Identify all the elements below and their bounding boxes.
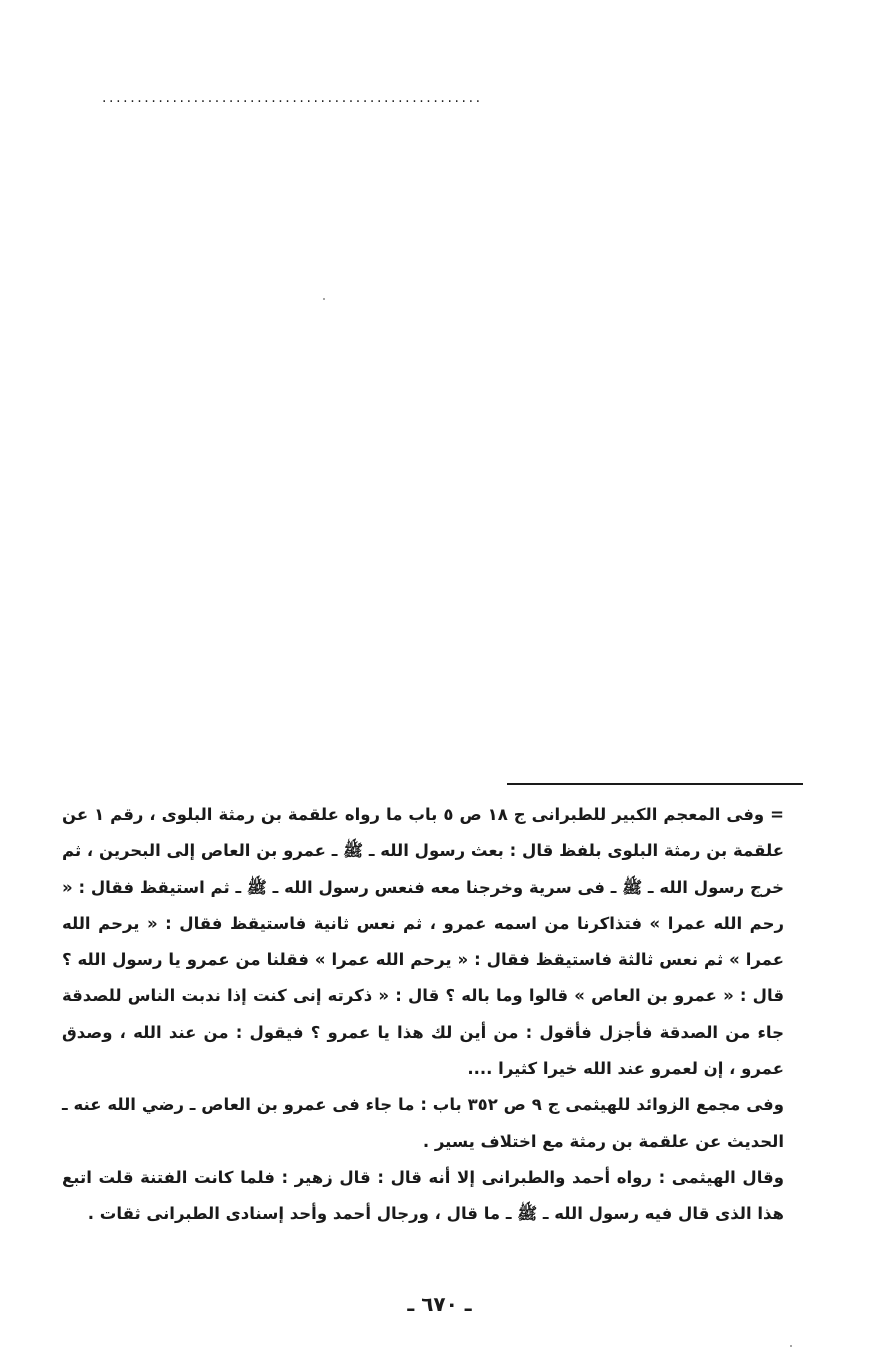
footnote-paragraph: وفى مجمع الزوائد للهيثمى ج ٩ ص ٣٥٢ باب : ما جاء فى عمرو بن العاص ـ رضي الله عنه ـ الحديث عن علقمة بن رمثة مع اختلاف يسير . <box>62 1095 784 1151</box>
header-dotted-separator: ...................................................... <box>102 92 483 104</box>
footnote-paragraph: = وفى المعجم الكبير للطبرانى ج ١٨ ص ٥ باب ما رواه علقمة بن رمثة البلوى ، رقم ١ عن علقمة بن رمثة البلوى بلفظ قال : بعث رسول الله ـ ﷺ ـ عمرو بن العاص إلى البحرين ، ثم خرج رسول الله ـ ﷺ ـ فى سرية وخرجنا معه فنعس رسول الله ـ ﷺ ـ ثم استيقظ فقال : « رحم الله عمرا » فتذاكرنا من اسمه عمرو ، ثم نعس ثانية فاستيقظ فقال : « يرحم الله عمرا » ثم نعس ثالثة فاستيقظ فقال : « يرحم الله عمرا » فقلنا من عمرو يا رسول الله ؟ قال : « عمرو بن العاص » قالوا وما باله ؟ قال : « ذكرته إنى كنت إذا ندبت الناس للصدقة جاء من الصدقة فأجزل فأقول : من أين لك هذا يا عمرو ؟ فيقول : من عند الله ، وصدق عمرو ، إن لعمرو عند الله خيرا كثيرا .... <box>62 805 784 1079</box>
footnote-paragraph: وقال الهيثمى : رواه أحمد والطبرانى إلا أنه قال : قال زهير : فلما كانت الفتنة قلت اتبع هذا الذى قال فيه رسول الله ـ ﷺ ـ ما قال ، ورجال أحمد وأحد إسنادى الطبرانى ثقات . <box>62 1167 784 1224</box>
scan-speck <box>790 1345 792 1347</box>
footnote-block <box>62 797 784 1233</box>
footnote-separator-rule <box>507 783 803 785</box>
scan-speck <box>323 298 325 300</box>
page-number: ـ ٦٧٠ ـ <box>407 1292 472 1316</box>
